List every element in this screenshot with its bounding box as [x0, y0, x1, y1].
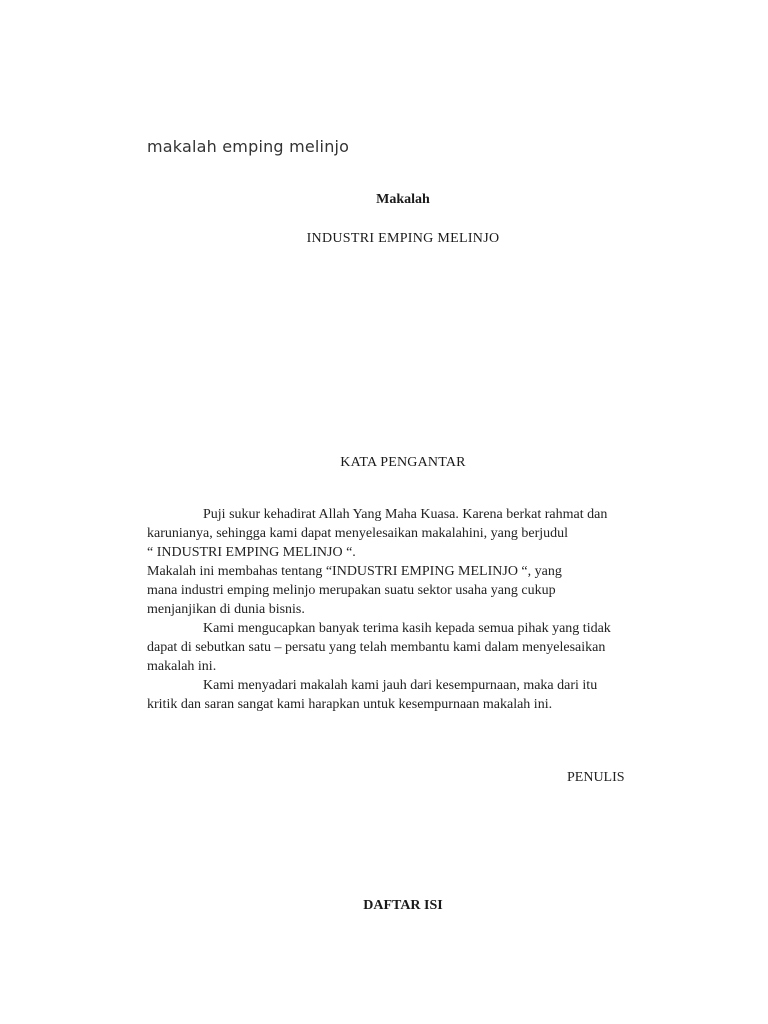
cover-title: INDUSTRI EMPING MELINJO: [306, 231, 500, 246]
preface-heading: KATA PENGANTAR: [340, 455, 466, 470]
preface-line: karunianya, sehingga kami dapat menyelesaikan makalahini, yang berjudul: [147, 526, 569, 541]
preface-line: Puji sukur kehadirat Allah Yang Maha Kuasa. Karena berkat rahmat dan: [203, 507, 608, 522]
toc-heading: DAFTAR ISI: [363, 898, 443, 913]
preface-line: “ INDUSTRI EMPING MELINJO “.: [147, 545, 356, 560]
preface-body: [147, 505, 667, 714]
preface-line: Kami menyadari makalah kami jauh dari kesempurnaan, maka dari itu: [203, 678, 598, 693]
preface-line: mana industri emping melinjo merupakan suatu sektor usaha yang cukup: [147, 583, 556, 598]
cover-label: Makalah: [376, 192, 430, 207]
preface-signature: PENULIS: [567, 770, 625, 785]
preface-line: kritik dan saran sangat kami harapkan untuk kesempurnaan makalah ini.: [147, 697, 553, 712]
preface-line: menjanjikan di dunia bisnis.: [147, 602, 305, 617]
preface-line: makalah ini.: [147, 659, 217, 674]
preface-line: dapat di sebutkan satu – persatu yang telah membantu kami dalam menyelesaikan: [147, 640, 606, 655]
document-title: makalah emping melinjo: [147, 137, 350, 156]
preface-line: Makalah ini membahas tentang “INDUSTRI EMPING MELINJO “, yang: [147, 564, 562, 579]
preface-line: Kami mengucapkan banyak terima kasih kepada semua pihak yang tidak: [203, 621, 611, 636]
